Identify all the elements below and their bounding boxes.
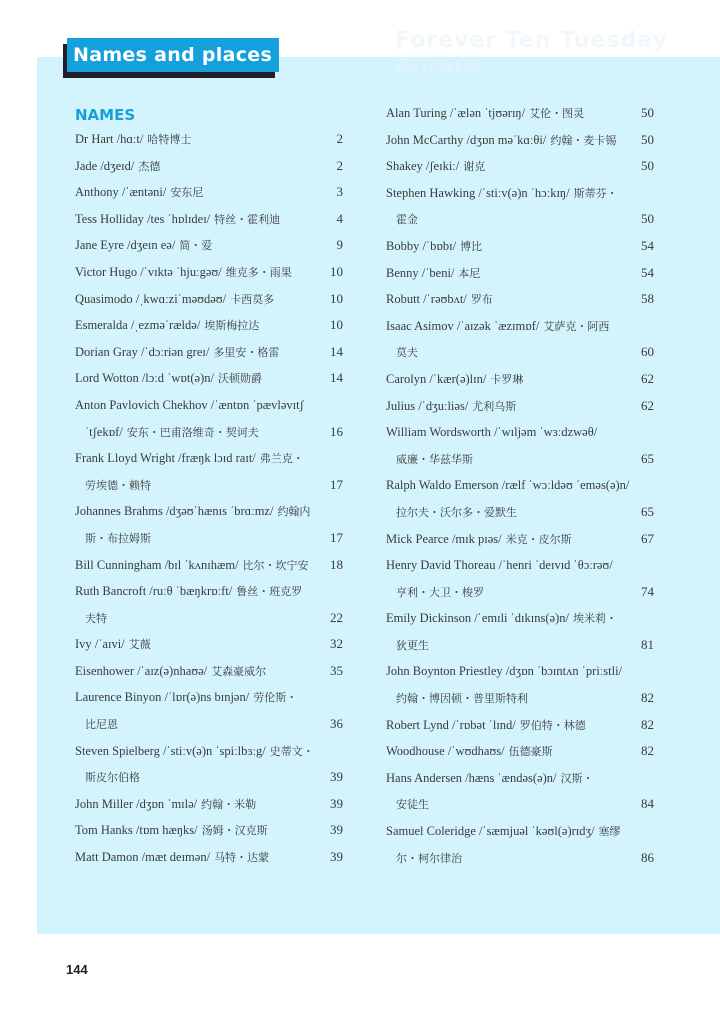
entry-text <box>75 472 151 500</box>
entry-text <box>75 126 191 154</box>
list-item <box>75 179 343 206</box>
entry-text <box>386 818 621 846</box>
entry-page: 81 <box>641 636 654 652</box>
entry-chinese: 艾萨克・阿西 <box>543 319 610 333</box>
list-item <box>75 206 343 233</box>
entry-page: 82 <box>641 716 654 732</box>
entry-page: 39 <box>330 849 343 865</box>
entry-page: 86 <box>641 849 654 865</box>
list-item <box>386 366 654 393</box>
entry-page: 10 <box>330 263 343 279</box>
entry-text <box>75 365 262 393</box>
entry-chinese: 拉尔夫・沃尔多・爱默生 <box>396 505 517 519</box>
list-item <box>386 313 654 340</box>
page-title-badge <box>63 38 279 72</box>
entry-page: 67 <box>641 530 654 546</box>
entry-name: Benny /ˈbeni/ <box>386 265 455 280</box>
entry-text <box>386 712 586 740</box>
entry-text <box>75 445 304 473</box>
section-heading: NAMES <box>75 106 136 124</box>
entry-name: Carolyn /ˈkær(ə)lɪn/ <box>386 371 487 386</box>
list-item <box>386 579 654 606</box>
name-list-right <box>386 100 654 871</box>
entry-page: 22 <box>330 609 343 625</box>
list-item <box>386 472 654 499</box>
entry-name: Robert Lynd /ˈrɒbət ˈlɪnd/ <box>386 717 516 732</box>
entry-chinese: 尔・柯尔律治 <box>396 851 462 865</box>
entry-text <box>75 153 160 181</box>
entry-text <box>386 632 429 660</box>
entry-chinese: 沃顿勋爵 <box>217 372 262 386</box>
list-item <box>386 446 654 473</box>
entry-chinese: 马特・达蒙 <box>214 851 270 865</box>
entry-chinese: 特丝・霍利迪 <box>214 212 281 226</box>
entry-page: 60 <box>641 344 654 360</box>
list-item <box>386 180 654 207</box>
entry-name: Tom Hanks /tɒm hæŋks/ <box>75 823 198 838</box>
list-item <box>75 445 343 472</box>
entry-page: 17 <box>330 529 343 545</box>
entry-page: 10 <box>330 317 343 333</box>
page-title: Names and places <box>67 38 279 72</box>
list-item <box>75 552 343 579</box>
entry-chinese: 米克・皮尔斯 <box>505 532 572 546</box>
entry-chinese: 汤姆・汉克斯 <box>201 824 268 838</box>
entry-text <box>386 233 482 261</box>
list-item <box>75 631 343 658</box>
entry-text <box>386 393 516 421</box>
entry-chinese: 安东尼 <box>170 186 204 200</box>
list-item <box>386 818 654 845</box>
entry-chinese: 史蒂文・ <box>269 744 314 758</box>
entry-name: Dr Hart /hɑːt/ <box>75 132 144 146</box>
entry-chinese: 维克多・雨果 <box>225 265 292 279</box>
entry-name: Stephen Hawking /ˈstiːv(ə)n ˈhɔːkɪŋ/ <box>386 185 570 200</box>
list-item <box>75 711 343 738</box>
entry-text <box>386 605 617 633</box>
entry-chinese: 本尼 <box>458 266 481 280</box>
list-item <box>75 605 343 632</box>
list-item <box>386 632 654 659</box>
entry-page: 50 <box>641 158 654 174</box>
list-item <box>386 286 654 313</box>
list-item <box>75 684 343 711</box>
entry-chinese: 夫特 <box>85 611 107 625</box>
list-item <box>75 339 343 366</box>
entry-page: 39 <box>330 769 343 785</box>
entry-page: 62 <box>641 397 654 413</box>
entry-text <box>386 127 616 155</box>
watermark: Forever Ten Tuesday bilibili <box>395 28 668 78</box>
entry-text <box>75 179 203 207</box>
list-item <box>75 472 343 499</box>
entry-page: 39 <box>330 795 343 811</box>
entry-name: John Boynton Priestley /dʒɒn ˈbɔɪntʌn ˈpriːstli/ <box>386 664 623 679</box>
entry-chinese: 哈特博士 <box>147 133 192 146</box>
entry-chinese: 卡西莫多 <box>230 292 275 306</box>
entry-chinese: 艾薇 <box>128 638 151 652</box>
list-item <box>75 844 343 871</box>
entry-name: Dorian Gray /ˈdɔːriən greɪ/ <box>75 344 210 359</box>
entry-page: 74 <box>641 583 654 599</box>
list-item <box>386 845 654 872</box>
list-item <box>386 153 654 180</box>
entry-name: Eisenhower /ˈaɪz(ə)nhaʊə/ <box>75 663 208 678</box>
entry-text <box>386 180 618 208</box>
entry-text <box>386 206 418 234</box>
entry-text <box>386 552 617 580</box>
entry-name: Frank Lloyd Wright /fræŋk lɔɪd raɪt/ <box>75 451 256 466</box>
entry-chinese: 埃米莉・ <box>572 612 617 626</box>
list-item <box>75 791 343 818</box>
entry-page: 65 <box>641 503 654 519</box>
entry-chinese: 艾伦・图灵 <box>529 107 585 120</box>
list-item <box>386 339 654 366</box>
entry-chinese: 谢克 <box>463 160 486 174</box>
entry-text <box>386 446 473 474</box>
list-item <box>75 658 343 685</box>
entry-chinese: 劳埃德・赖特 <box>85 478 151 492</box>
entry-text <box>386 472 633 500</box>
entry-text <box>75 525 151 553</box>
entry-chinese: 卡罗琳 <box>490 372 524 386</box>
entry-chinese: 弗兰克・ <box>259 452 304 466</box>
entry-name: Julius /ˈdʒuːliəs/ <box>386 398 469 413</box>
entry-text <box>75 552 309 580</box>
list-item <box>386 393 654 420</box>
entry-chinese: 亨利・大卫・梭罗 <box>396 585 484 599</box>
entry-text <box>386 100 584 128</box>
entry-page: 36 <box>330 716 343 732</box>
list-item <box>75 764 343 791</box>
entry-name: Bill Cunningham /bɪl ˈkʌnɪhæm/ <box>75 557 239 572</box>
list-item <box>75 817 343 844</box>
list-item <box>386 658 654 685</box>
list-item <box>75 498 343 525</box>
entry-page: 58 <box>641 291 654 307</box>
list-item <box>75 153 343 180</box>
list-item <box>75 392 343 419</box>
entry-name: John McCarthy /dʒɒn məˈkɑːθi/ <box>386 132 547 147</box>
entry-page: 82 <box>641 743 654 759</box>
entry-text <box>75 498 310 526</box>
entry-name: William Wordsworth /ˈwɪljəm ˈwɜːdzwəθ/ <box>386 425 598 440</box>
entry-page: 10 <box>330 290 343 306</box>
entry-text <box>75 206 280 234</box>
list-item <box>386 206 654 233</box>
entry-name: ˈtʃekɒf/ <box>85 424 123 439</box>
entry-page: 4 <box>336 210 343 226</box>
entry-name: Alan Turing /ˈælən ˈtjʊərɪŋ/ <box>386 106 526 120</box>
entry-name: Tess Holliday /tes ˈhɒlɪdeɪ/ <box>75 211 211 226</box>
entry-chinese: 莫夫 <box>396 346 418 360</box>
entry-chinese: 杰德 <box>138 159 161 173</box>
entry-page: 2 <box>336 131 343 146</box>
list-item <box>386 260 654 287</box>
entry-page: 62 <box>641 370 654 386</box>
entry-chinese: 斯・布拉姆斯 <box>85 531 151 545</box>
entry-name: Isaac Asimov /ˈaɪzək ˈæzɪmɒf/ <box>386 318 540 333</box>
entry-chinese: 约翰内 <box>277 505 311 519</box>
entry-name: Woodhouse /ˈwʊdhaʊs/ <box>386 744 505 759</box>
entry-page: 14 <box>330 370 343 386</box>
entry-text <box>75 658 266 686</box>
entry-page: 35 <box>330 662 343 678</box>
entry-name: John Miller /dʒɒn ˈmɪlə/ <box>75 796 198 811</box>
entry-text <box>386 366 523 394</box>
entry-text <box>386 579 484 607</box>
entry-chinese: 威廉・华兹华斯 <box>396 452 473 466</box>
entry-name: Robutt /ˈrəʊbʌt/ <box>386 292 467 307</box>
entry-name: Ivy /ˈaɪvi/ <box>75 637 125 652</box>
entry-chinese: 罗布 <box>470 293 493 307</box>
entry-name: Laurence Binyon /ˈlɒr(ə)ns bɪnjən/ <box>75 690 250 705</box>
entry-text <box>386 791 429 819</box>
list-item <box>75 738 343 765</box>
entry-name: Mick Pearce /mɪk pɪəs/ <box>386 531 502 546</box>
list-item <box>386 233 654 260</box>
entry-text <box>386 499 517 527</box>
list-item <box>75 232 343 259</box>
entry-text <box>75 605 107 633</box>
list-item <box>386 738 654 765</box>
entry-chinese: 罗伯特・林德 <box>519 718 586 732</box>
list-item <box>386 791 654 818</box>
entry-page: 14 <box>330 343 343 359</box>
entry-text <box>75 232 212 260</box>
entry-chinese: 安徒生 <box>396 798 429 812</box>
entry-text <box>386 419 601 447</box>
entry-page: 18 <box>330 556 343 572</box>
entry-page: 82 <box>641 690 654 706</box>
entry-name: Ruth Bancroft /ruːθ ˈbæŋkrɒːft/ <box>75 584 233 599</box>
list-item <box>386 685 654 712</box>
entry-name: Hans Andersen /hæns ˈændəs(ə)n/ <box>386 770 557 785</box>
entry-text <box>75 738 314 766</box>
list-item <box>75 525 343 552</box>
entry-text <box>386 339 418 367</box>
entry-text <box>75 791 256 819</box>
entry-text <box>75 764 140 792</box>
entry-name: Anthony /ˈæntəni/ <box>75 185 167 200</box>
page-number: 144 <box>66 962 88 977</box>
entry-text <box>386 313 609 341</box>
entry-chinese: 约翰・米勒 <box>201 797 257 811</box>
entry-chinese: 简・爱 <box>179 239 213 253</box>
entry-text <box>75 392 308 420</box>
list-item <box>75 126 343 153</box>
list-item <box>386 127 654 154</box>
entry-text <box>75 419 259 447</box>
entry-text <box>386 526 572 554</box>
entry-page: 9 <box>336 237 343 253</box>
list-item <box>386 605 654 632</box>
list-item <box>75 419 343 446</box>
entry-name: Victor Hugo /ˈvɪktə ˈhjuːgəʊ/ <box>75 264 222 279</box>
entry-chinese: 劳伦斯・ <box>253 691 298 705</box>
entry-page: 32 <box>330 636 343 652</box>
entry-page: 2 <box>336 157 343 173</box>
entry-page: 84 <box>641 796 654 812</box>
list-item <box>386 100 654 127</box>
entry-chinese: 塞缪 <box>598 825 621 839</box>
entry-chinese: 多里安・格雷 <box>213 345 280 359</box>
entry-name: Henry David Thoreau /ˈhenri ˈdeɪvɪd ˈθɔːrəʊ/ <box>386 558 613 573</box>
entry-page: 50 <box>641 131 654 147</box>
entry-text <box>386 845 462 873</box>
entry-text <box>75 578 302 606</box>
list-item <box>75 365 343 392</box>
list-item <box>75 578 343 605</box>
entry-chinese: 埃斯梅拉达 <box>204 319 260 333</box>
entry-text <box>75 817 268 845</box>
entry-chinese: 比尼恩 <box>85 718 118 732</box>
entry-text <box>75 339 279 367</box>
entry-page: 50 <box>641 105 654 120</box>
entry-text <box>386 685 528 713</box>
entry-name: Steven Spielberg /ˈstiːv(ə)n ˈspiːlbɜːg/ <box>75 743 266 758</box>
entry-text <box>386 738 553 766</box>
entry-text <box>75 711 118 739</box>
entry-name: Matt Damon /mæt deɪmən/ <box>75 850 211 865</box>
entry-text <box>386 153 485 181</box>
entry-page: 50 <box>641 211 654 227</box>
entry-chinese: 霍金 <box>396 213 418 227</box>
entry-name: Jade /dʒeɪd/ <box>75 158 135 173</box>
entry-text <box>386 765 593 793</box>
entry-text <box>75 312 259 340</box>
list-item <box>386 765 654 792</box>
entry-name: Bobby /ˈbɒbɪ/ <box>386 238 457 253</box>
entry-page: 39 <box>330 822 343 838</box>
entry-chinese: 安东・巴甫洛维奇・契诃夫 <box>126 425 259 439</box>
entry-chinese: 尤利乌斯 <box>472 399 517 413</box>
entry-name: Esmeralda /ˌezməˈrældə/ <box>75 318 201 333</box>
entry-page: 16 <box>330 423 343 439</box>
entry-text <box>75 844 269 872</box>
entry-page: 17 <box>330 476 343 492</box>
list-item <box>75 259 343 286</box>
entry-text <box>386 260 480 288</box>
entry-name: Quasimodo /ˌkwɑːziˈməʊdəʊ/ <box>75 291 227 306</box>
entry-chinese: 汉斯・ <box>560 771 594 785</box>
list-item <box>386 712 654 739</box>
entry-chinese: 斯皮尔伯格 <box>85 771 140 785</box>
entry-name: Lord Wotton /lɔːd ˈwɒt(ə)n/ <box>75 371 214 386</box>
names-column-left <box>75 104 343 871</box>
entry-name: Samuel Coleridge /ˈsæmjuəl ˈkəʊl(ə)rɪdʒ/ <box>386 824 595 839</box>
entry-page: 54 <box>641 237 654 253</box>
entry-text <box>75 286 274 314</box>
entry-chinese: 伍德豪斯 <box>508 745 553 759</box>
entry-name: Ralph Waldo Emerson /rælf ˈwɔːldəʊ ˈeməs(ə)n/ <box>386 478 630 493</box>
entry-name: Emily Dickinson /ˈemɪli ˈdɪkɪns(ə)n/ <box>386 611 569 626</box>
entry-text <box>75 259 292 287</box>
list-item <box>386 526 654 553</box>
entry-text <box>386 658 626 686</box>
entry-text <box>386 286 493 314</box>
entry-name: Shakey /ʃeɪkiː/ <box>386 159 460 174</box>
list-item <box>386 419 654 446</box>
entry-chinese: 博比 <box>460 239 483 253</box>
entry-page: 65 <box>641 450 654 466</box>
entry-page: 3 <box>336 184 343 200</box>
list-item <box>75 312 343 339</box>
entry-chinese: 狄更生 <box>396 638 429 652</box>
entry-name: Jane Eyre /dʒeɪn eə/ <box>75 238 176 253</box>
entry-chinese: 鲁丝・班克罗 <box>236 585 303 599</box>
entry-name: Anton Pavlovich Chekhov /ˈæntɒn ˈpævləvɪtʃ <box>75 397 304 412</box>
entry-text <box>75 684 297 712</box>
list-item <box>75 286 343 313</box>
entry-chinese: 约翰・博因顿・普里斯特利 <box>396 692 528 706</box>
list-item <box>386 552 654 579</box>
entry-page: 54 <box>641 264 654 280</box>
names-column-right <box>386 100 654 871</box>
entry-text <box>75 631 151 659</box>
entry-chinese: 约翰・麦卡锡 <box>550 133 617 147</box>
entry-chinese: 斯蒂芬・ <box>573 186 618 200</box>
entry-name: Johannes Brahms /dʒəʊˈhænɪs ˈbrɑːmz/ <box>75 504 274 519</box>
name-list-left <box>75 126 343 871</box>
list-item <box>386 499 654 526</box>
entry-chinese: 艾森豪威尔 <box>211 664 267 678</box>
entry-chinese: 比尔・坎宁安 <box>242 558 309 572</box>
